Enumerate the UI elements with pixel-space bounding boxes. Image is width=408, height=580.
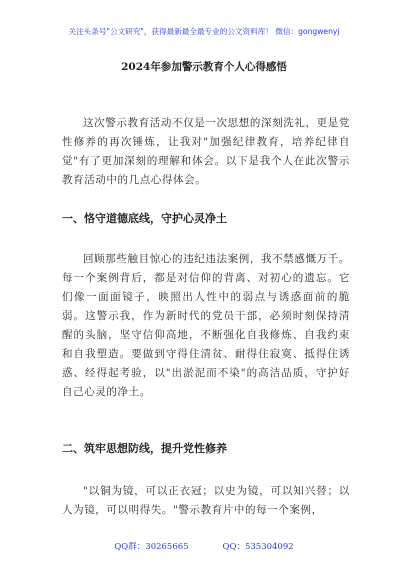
section-1-paragraph: 回顾那些触目惊心的违纪违法案例，我不禁感慨万千。每一个案例背后，都是对信仰的背离、对初心的遗忘。它们像一面面镜子，映照出人性中的弱点与诱惑面前的脆弱。这警示我，作为新时代的党员干部，必须时刻保持清醒的头脑，坚守信仰高地，不断强化自我修炼、自我约束和自我塑造。要做到守得住清贫、耐得住寂寞、抵得住诱惑、经得起考验，以"出淤泥而不染"的高洁品质，守护好自己心灵的净土。 bbox=[62, 253, 350, 398]
header-promo-note: 关注头条号"公文研究"，获得最新最全最专业的公文资料库！ 微信：gongwenyj bbox=[68, 27, 340, 36]
section-2-paragraph: "以铜为镜，可以正衣冠；以史为镜，可以知兴替；以人为镜，可以明得失。"警示教育片中的每一个案例， bbox=[62, 485, 350, 516]
footer-contact bbox=[0, 541, 408, 553]
document-title: 2024年参加警示教育个人心得感悟 bbox=[121, 61, 287, 73]
section-2-heading: 二、筑牢思想防线，提升党性修养 bbox=[62, 442, 227, 455]
footer-qq-group-1: QQ群：30265665 bbox=[114, 542, 189, 552]
section-1-heading: 一、恪守道德底线，守护心灵净土 bbox=[62, 212, 227, 225]
footer-qq-group-2: QQ：535304092 bbox=[222, 542, 294, 552]
intro-paragraph: 这次警示教育活动不仅是一次思想的深刻洗礼，更是党性修养的再次锤炼，让我对"加强纪律教育，培养纪律自觉"有了更加深刻的理解和体会。以下是我个人在此次警示教育活动中的几点心得体会。 bbox=[62, 117, 350, 186]
